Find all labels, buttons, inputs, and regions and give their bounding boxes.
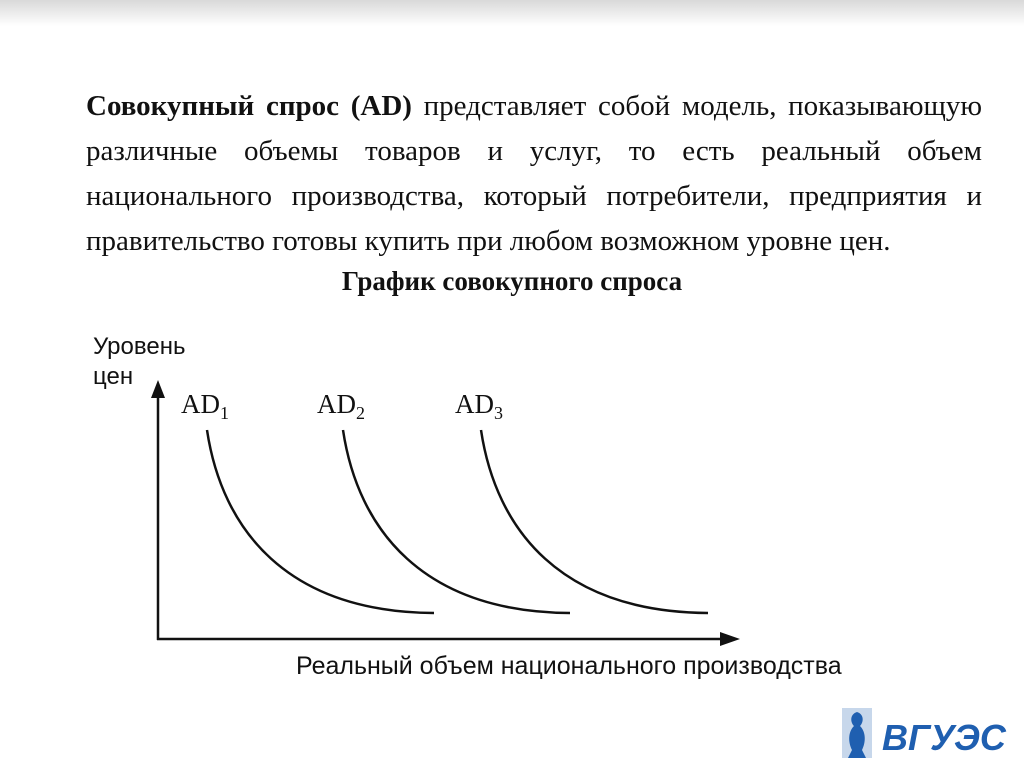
- definition-term: Совокупный спрос (AD): [86, 90, 412, 122]
- ad-curve-label-2: $AD_2$: [317, 389, 365, 423]
- vgues-logo: [836, 706, 1016, 762]
- logo-text: ВГУЭС: [882, 717, 1006, 758]
- ad-curve-3: [481, 430, 708, 613]
- logo-emblem-icon: [836, 706, 1016, 762]
- definition-text: представляет собой модель, показывающую различные объемы товаров и услуг, то есть реальный объем национального производства, который потребители, предприятия и правительство готовы купить при любом возможном уровне цен.: [86, 90, 982, 257]
- ad-curve-1: [207, 430, 434, 613]
- x-axis-arrow: [720, 632, 740, 646]
- x-axis-label: Реальный объем национального производства: [296, 652, 842, 680]
- chart-heading: График совокупного спроса: [341, 266, 683, 296]
- ad-curve-label-1: $AD_1$: [181, 389, 229, 423]
- y-axis-arrow: [151, 380, 165, 398]
- y-axis-label-line2: цен: [93, 363, 134, 390]
- y-axis-label-line1: Уровень: [93, 333, 186, 360]
- ad-curve-2: [343, 430, 570, 613]
- ad-curve-label-3: $AD_3$: [455, 389, 503, 423]
